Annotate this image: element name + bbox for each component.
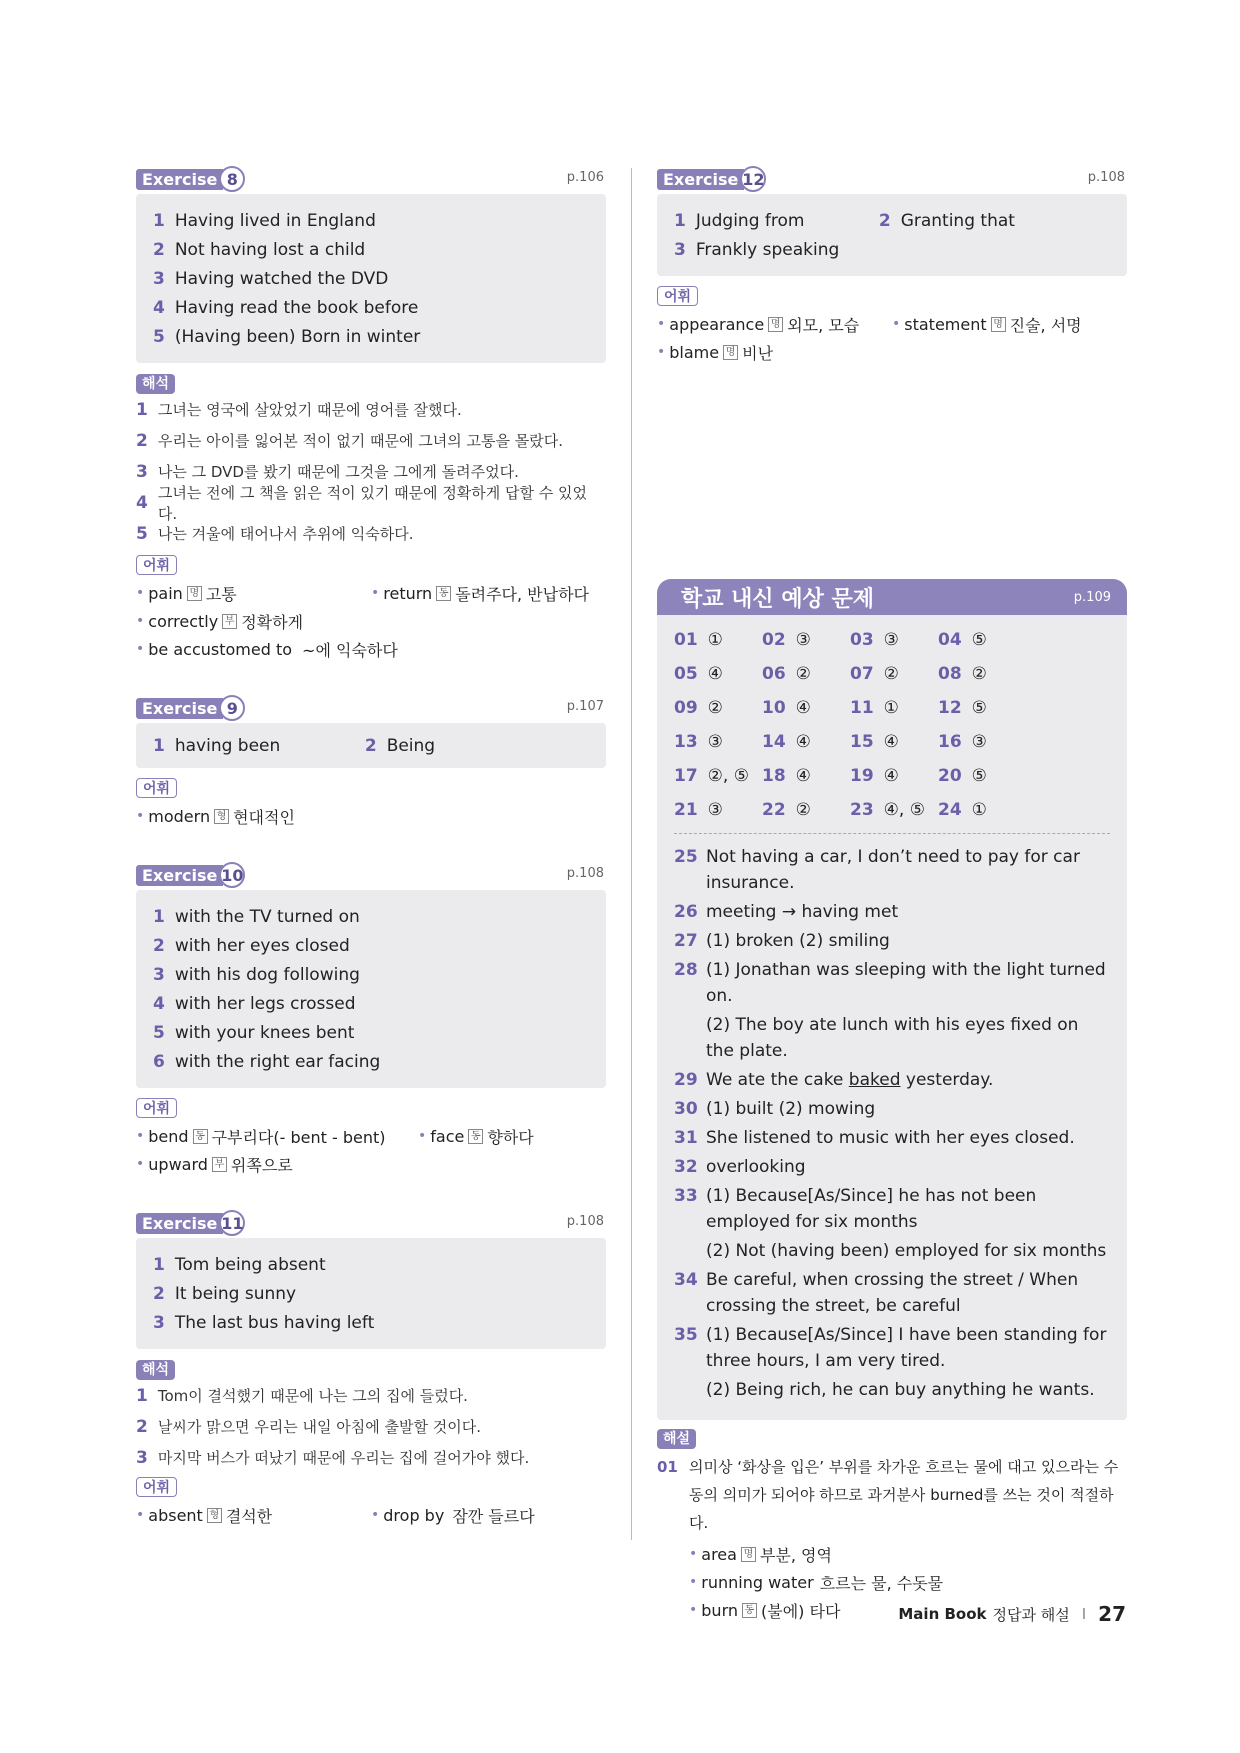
answer-text: with her eyes closed <box>174 935 350 956</box>
exercise-number: 10 <box>219 862 245 888</box>
answer-number: 1 <box>153 1254 165 1275</box>
translation-row <box>136 483 606 523</box>
question-number: 15 <box>850 732 874 752</box>
explanation-item <box>657 1453 1127 1537</box>
underlined-word: baked <box>848 1070 901 1090</box>
grid-answer <box>762 759 850 793</box>
exercise-8-vocab <box>136 579 606 663</box>
translation-text: 나는 그 DVD를 봤기 때문에 그것을 그에게 돌려주었다. <box>157 463 519 481</box>
answer-text: having been <box>174 735 281 756</box>
exercise-label: Exercise <box>657 169 744 190</box>
answer-number: 3 <box>674 239 686 260</box>
answer-row <box>153 1308 589 1337</box>
exercise-10-vocab <box>136 1122 606 1178</box>
title-part-b: 예상 문제 <box>781 586 875 612</box>
answer-choice: ① <box>971 800 987 820</box>
answer-choice: ③ <box>883 630 899 650</box>
answer-item: 35 (1) Because[As/Since] I have been standing for three hours, I am very tired. <box>674 1322 1110 1374</box>
vocab-word: modern <box>148 806 211 826</box>
school-exam-answers <box>657 615 1127 1420</box>
grid-answer <box>938 793 1026 827</box>
footer-book-title: Main Book <box>898 1605 987 1623</box>
grid-answer <box>938 759 1026 793</box>
grid-answer <box>674 691 762 725</box>
translation-text: 마지막 버스가 떠났기 때문에 우리는 집에 걸어가야 했다. <box>157 1449 530 1467</box>
right-column <box>657 168 1127 1624</box>
vocab-meaning: 현대적인 <box>233 807 295 827</box>
exercise-label: Exercise <box>136 698 223 719</box>
exercise-number: 11 <box>219 1210 245 1236</box>
answer-choice: ⑤ <box>971 766 987 786</box>
answer-row <box>153 1047 589 1076</box>
grid-answer <box>938 623 1026 657</box>
translation-tag: 해석 <box>136 1360 175 1380</box>
exercise-9-answers <box>136 723 606 768</box>
grid-answer <box>850 725 938 759</box>
vocab-word: burn <box>701 1600 738 1620</box>
school-exam-section <box>657 579 1127 1624</box>
question-number: 01 <box>674 630 698 650</box>
question-number: 09 <box>674 698 698 718</box>
footer-subtitle: 정답과 해설 <box>992 1605 1070 1624</box>
explanation-number: 01 <box>657 1458 678 1476</box>
answer-item: 30 (1) built (2) mowing <box>674 1096 1110 1122</box>
grid-answer <box>674 759 762 793</box>
answer-text: The last bus having left <box>174 1312 375 1333</box>
part-of-speech: 명 <box>741 1547 756 1562</box>
exercise-8-answers <box>136 194 606 363</box>
answer-row <box>153 902 589 931</box>
answer-row <box>674 206 1110 235</box>
answer-row <box>153 293 589 322</box>
vocab-meaning: (불에) 타다 <box>761 1601 841 1621</box>
exercise-8-header <box>136 168 606 194</box>
part-of-speech: 명 <box>187 586 202 601</box>
answer-row <box>153 1279 589 1308</box>
translation-number: 3 <box>136 461 148 482</box>
vocab-word: bend <box>148 1126 189 1146</box>
page-ref: p.108 <box>566 866 604 881</box>
page-ref: p.108 <box>1087 170 1125 185</box>
answer-choice: ③ <box>707 732 723 752</box>
answer-number: 5 <box>153 326 165 347</box>
translation-row <box>136 425 606 456</box>
question-number: 03 <box>850 630 874 650</box>
answer-item: 27 (1) broken (2) smiling <box>674 928 1110 954</box>
grid-answer <box>938 657 1026 691</box>
translation-row <box>136 1380 606 1411</box>
vocab-word: return <box>383 583 433 603</box>
grid-answer <box>850 657 938 691</box>
question-number: 21 <box>674 800 698 820</box>
vocab-tag: 어휘 <box>657 286 698 306</box>
answer-subtext: (2) Being rich, he can buy anything he wants. <box>706 1380 1095 1400</box>
answer-row <box>153 1018 589 1047</box>
question-number: 23 <box>850 800 874 820</box>
answer-number: 4 <box>153 297 165 318</box>
vocab-meaning: 잠깐 들르다 <box>452 1506 535 1526</box>
answer-text: with her legs crossed <box>174 993 356 1014</box>
answer-choice: ① <box>707 630 723 650</box>
translation-number: 1 <box>136 1385 148 1406</box>
page-ref: p.108 <box>566 1214 604 1229</box>
question-number: 14 <box>762 732 786 752</box>
answer-number: 1 <box>153 735 165 756</box>
vocab-item: • running water 흐르는 물, 수돗물 <box>689 1572 944 1593</box>
answer-choice: ② <box>795 664 811 684</box>
part-of-speech: 부 <box>222 614 237 629</box>
vocab-meaning: 비난 <box>742 343 774 363</box>
answer-row <box>153 931 589 960</box>
part-of-speech: 명 <box>768 317 783 332</box>
translation-text: 우리는 아이를 잃어본 적이 없기 때문에 그녀의 고통을 몰랐다. <box>157 432 564 450</box>
school-exam-banner <box>657 579 1127 615</box>
answer-text: with the TV turned on <box>174 906 360 927</box>
answer-text: Having read the book before <box>174 297 419 318</box>
answer-subtext: (2) Not (having been) employed for six months <box>706 1241 1107 1261</box>
translation-number: 3 <box>136 1447 148 1468</box>
answer-text: (Having been) Born in winter <box>174 326 421 347</box>
page-number: 27 <box>1098 1602 1126 1626</box>
answer-choice: ④, ⑤ <box>883 800 925 820</box>
answer-text: overlooking <box>706 1157 806 1177</box>
part-of-speech: 동 <box>193 1129 208 1144</box>
answer-choice: ⑤ <box>971 698 987 718</box>
answer-number: 4 <box>153 993 165 1014</box>
answer-choice: ② <box>795 800 811 820</box>
column-divider <box>631 168 632 1540</box>
answer-row <box>153 264 589 293</box>
question-number: 20 <box>938 766 962 786</box>
answer-number: 2 <box>153 1283 165 1304</box>
answer-number: 1 <box>674 210 686 231</box>
answer-row <box>153 731 589 760</box>
vocab-meaning: 위쪽으로 <box>230 1155 293 1175</box>
exercise-11-answers <box>136 1238 606 1349</box>
answer-text: yesterday. <box>900 1070 994 1090</box>
question-number: 08 <box>938 664 962 684</box>
answer-choice: ③ <box>971 732 987 752</box>
vocab-meaning: 향하다 <box>487 1127 534 1147</box>
translation-tag: 해석 <box>136 374 175 394</box>
answer-number: 3 <box>153 964 165 985</box>
translation-number: 2 <box>136 430 148 451</box>
answer-item: 26 meeting → having met <box>674 899 1110 925</box>
answer-number: 5 <box>153 1022 165 1043</box>
vocab-meaning: 정확하게 <box>241 612 304 632</box>
question-number: 05 <box>674 664 698 684</box>
question-number: 07 <box>850 664 874 684</box>
grid-answer <box>850 623 938 657</box>
answer-choice: ④ <box>883 732 899 752</box>
vocab-meaning: 흐르는 물, 수돗물 <box>819 1573 944 1593</box>
translation-number: 2 <box>136 1416 148 1437</box>
answer-text: with his dog following <box>174 964 360 985</box>
answer-choice: ③ <box>795 630 811 650</box>
answer-choice: ⑤ <box>971 630 987 650</box>
part-of-speech: 명 <box>723 345 738 360</box>
question-number: 16 <box>938 732 962 752</box>
part-of-speech: 동 <box>468 1129 483 1144</box>
page-ref: p.106 <box>566 170 604 185</box>
answer-number: 3 <box>153 268 165 289</box>
exercise-10-header <box>136 864 606 890</box>
vocab-word: appearance <box>669 314 765 334</box>
question-number: 10 <box>762 698 786 718</box>
answer-choice: ④ <box>795 732 811 752</box>
answer-item: 34 Be careful, when crossing the street / When crossing the street, be careful <box>674 1267 1110 1319</box>
answer-text: (1) built (2) mowing <box>706 1099 876 1119</box>
part-of-speech: 명 <box>991 317 1006 332</box>
vocab-item: • upward 부 위쪽으로 <box>136 1154 293 1175</box>
vocab-word: correctly <box>148 611 219 631</box>
vocab-item: • absent 형 결석한 <box>136 1505 273 1526</box>
answer-choice: ① <box>883 698 899 718</box>
grid-answer <box>762 691 850 725</box>
answer-choice: ④ <box>883 766 899 786</box>
vocab-item: • face 동 향하다 <box>418 1126 534 1147</box>
answer-item: 31 She listened to music with her eyes closed. <box>674 1125 1110 1151</box>
vocab-word: upward <box>148 1154 208 1174</box>
answer-row <box>153 960 589 989</box>
answer-number: 2 <box>878 210 891 231</box>
translation-number: 1 <box>136 399 148 420</box>
vocab-meaning: 부분, 영역 <box>759 1545 832 1565</box>
answer-text: She listened to music with her eyes closed. <box>706 1128 1075 1148</box>
part-of-speech: 동 <box>742 1603 757 1618</box>
vocab-meaning: 결석한 <box>225 1506 273 1526</box>
translation-text: Tom이 결석했기 때문에 나는 그의 집에 들렀다. <box>157 1387 468 1405</box>
explanation-text: 의미상 ‘화상을 입은’ 부위를 차가운 흐르는 물에 대고 있으라는 수동의 의미가 되어야 하므로 과거분사 burned를 쓰는 것이 적절하다. <box>689 1458 1119 1532</box>
vocab-word: be accustomed to <box>148 639 293 659</box>
page-ref: p.109 <box>1073 589 1111 605</box>
question-number: 19 <box>850 766 874 786</box>
answer-text: meeting → having met <box>706 902 899 922</box>
dashed-divider <box>674 833 1110 834</box>
answer-item: 33 (1) Because[As/Since] he has not been employed for six months <box>674 1183 1110 1235</box>
translation-number: 5 <box>136 523 148 544</box>
part-of-speech: 형 <box>214 809 229 824</box>
answer-text: Judging from <box>695 210 805 231</box>
grid-answer <box>674 623 762 657</box>
grid-answer <box>938 725 1026 759</box>
answer-choice: ② <box>707 698 723 718</box>
question-number: 04 <box>938 630 962 650</box>
vocab-tag: 어휘 <box>136 1098 177 1118</box>
vocab-item: • area 명 부분, 영역 <box>689 1544 832 1565</box>
vocab-item: • modern 형 현대적인 <box>136 806 295 827</box>
answer-text: It being sunny <box>174 1283 297 1304</box>
exercise-number: 9 <box>219 695 245 721</box>
vocab-item: • appearance 명 외모, 모습 <box>657 314 860 335</box>
answer-number: 6 <box>153 1051 165 1072</box>
exercise-11-vocab <box>136 1501 606 1529</box>
exercise-12-answers <box>657 194 1127 276</box>
school-exam-title <box>681 582 874 613</box>
translation-row <box>136 1411 606 1442</box>
vocab-meaning: 고통 <box>205 584 237 604</box>
answer-choice: ④ <box>795 698 811 718</box>
answer-text: Being <box>386 735 436 756</box>
vocab-tag: 어휘 <box>136 778 177 798</box>
answer-text: Tom being absent <box>174 1254 326 1275</box>
answer-number: 2 <box>153 935 165 956</box>
translation-row <box>136 1442 606 1473</box>
question-number: 12 <box>938 698 962 718</box>
answer-item: 29 We ate the cake baked yesterday. <box>674 1070 994 1090</box>
vocab-item: • correctly 부 정확하게 <box>136 611 304 632</box>
grid-answer <box>762 793 850 827</box>
part-of-speech: 부 <box>212 1157 227 1172</box>
vocab-word: statement <box>904 314 987 334</box>
page-footer <box>898 1602 1126 1626</box>
grid-answer <box>850 759 938 793</box>
answer-row <box>153 206 589 235</box>
vocab-word: area <box>701 1544 737 1564</box>
grid-answer <box>674 725 762 759</box>
exercise-label: Exercise <box>136 169 223 190</box>
vocab-meaning: 돌려주다, 반납하다 <box>455 584 590 604</box>
answer-text: Having watched the DVD <box>174 268 389 289</box>
answer-item: 25 Not having a car, I don’t need to pay for car insurance. <box>674 844 1110 896</box>
answer-text: Not having a car, I don’t need to pay for car insurance. <box>706 847 1080 893</box>
vocab-word: drop by <box>383 1505 445 1525</box>
grid-answer <box>850 691 938 725</box>
grid-answer <box>674 793 762 827</box>
exercise-label: Exercise <box>136 865 223 886</box>
translation-text: 그녀는 전에 그 책을 읽은 적이 있기 때문에 정확하게 답할 수 있었다. <box>157 483 588 523</box>
answer-choice: ② <box>883 664 899 684</box>
grid-answer <box>762 623 850 657</box>
vocab-item: • return 동 돌려주다, 반납하다 <box>371 583 590 604</box>
question-number: 22 <box>762 800 786 820</box>
answer-row <box>153 322 589 351</box>
translation-text: 날씨가 맑으면 우리는 내일 아침에 출발할 것이다. <box>157 1418 482 1436</box>
vocab-word: absent <box>148 1505 203 1525</box>
exercise-11-header <box>136 1212 606 1238</box>
vocab-item: • drop by 잠깐 들르다 <box>371 1505 535 1526</box>
translation-number: 4 <box>136 492 148 513</box>
exercise-11-translation <box>136 1380 606 1473</box>
answer-item: 28 (1) Jonathan was sleeping with the light turned on. <box>674 957 1110 1009</box>
answer-text: with your knees bent <box>174 1022 355 1043</box>
answer-number: 1 <box>153 210 165 231</box>
vocab-meaning: ~에 익숙하다 <box>302 640 398 660</box>
question-number: 11 <box>850 698 874 718</box>
answer-text: Having lived in England <box>174 210 376 231</box>
vocab-meaning: 외모, 모습 <box>787 315 860 335</box>
answer-number: 1 <box>153 906 165 927</box>
answer-text: with the right ear facing <box>174 1051 381 1072</box>
exercise-number: 8 <box>219 166 245 192</box>
answer-number: 3 <box>153 1312 165 1333</box>
vocab-word: running water <box>701 1572 814 1592</box>
left-column <box>136 168 606 1529</box>
page-ref: p.107 <box>566 699 604 714</box>
footer-separator: I <box>1081 1605 1087 1623</box>
vocab-meaning: 진술, 서명 <box>1009 315 1082 335</box>
grid-answer <box>850 793 938 827</box>
question-number: 02 <box>762 630 786 650</box>
part-of-speech: 동 <box>436 586 451 601</box>
translation-row <box>136 394 606 425</box>
answer-text: (1) Because[As/Since] he has not been employed for six months <box>706 1186 1037 1232</box>
explanation-tag: 해설 <box>657 1429 696 1449</box>
answer-text: (1) Because[As/Since] I have been standing for three hours, I am very tired. <box>706 1325 1107 1371</box>
answer-text: (1) broken (2) smiling <box>706 931 890 951</box>
exercise-label: Exercise <box>136 1213 223 1234</box>
answer-row <box>153 235 589 264</box>
exercise-9-header <box>136 697 606 723</box>
answer-choice: ④ <box>707 664 723 684</box>
question-number: 24 <box>938 800 962 820</box>
answer-choice: ②, ⑤ <box>707 766 749 786</box>
answer-text: Granting that <box>900 210 1015 231</box>
answer-grid <box>674 623 1110 827</box>
answer-text: Be careful, when crossing the street / When crossing the street, be careful <box>706 1270 1079 1316</box>
exercise-number: 12 <box>740 166 766 192</box>
vocab-tag: 어휘 <box>136 555 177 575</box>
translation-text: 그녀는 영국에 살았었기 때문에 영어를 잘했다. <box>157 401 462 419</box>
answer-choice: ② <box>971 664 987 684</box>
vocab-item: • burn 동 (불에) 타다 <box>689 1600 841 1621</box>
question-number: 13 <box>674 732 698 752</box>
exercise-10-answers <box>136 890 606 1088</box>
vocab-word: pain <box>148 583 183 603</box>
part-of-speech: 형 <box>207 1508 222 1523</box>
exercise-9-vocab <box>136 802 606 830</box>
translation-text: 나는 겨울에 태어나서 추위에 익숙하다. <box>157 525 414 543</box>
answer-row <box>153 989 589 1018</box>
answer-text: We ate the cake <box>706 1070 849 1090</box>
grid-answer <box>762 657 850 691</box>
vocab-word: face <box>430 1126 465 1146</box>
grid-answer <box>762 725 850 759</box>
answer-text: Frankly speaking <box>695 239 840 260</box>
answer-number: 2 <box>364 735 377 756</box>
answer-number: 2 <box>153 239 165 260</box>
vocab-tag: 어휘 <box>136 1477 177 1497</box>
answer-subtext: (2) The boy ate lunch with his eyes fixed on the plate. <box>706 1015 1079 1061</box>
answer-row <box>153 1250 589 1279</box>
grid-answer <box>674 657 762 691</box>
exercise-8-translation <box>136 394 606 549</box>
answer-choice: ③ <box>707 800 723 820</box>
question-number: 06 <box>762 664 786 684</box>
vocab-item: • bend 동 구부리다(- bent - bent) <box>136 1126 386 1147</box>
question-number: 17 <box>674 766 698 786</box>
answer-row <box>674 235 1110 264</box>
exercise-12-header <box>657 168 1127 194</box>
exercise-12-vocab <box>657 310 1127 366</box>
vocab-item: • statement 명 진술, 서명 <box>892 314 1082 335</box>
vocab-item: • pain 명 고통 <box>136 583 237 604</box>
answer-text: Not having lost a child <box>174 239 366 260</box>
vocab-meaning: 구부리다(- bent - bent) <box>211 1127 386 1147</box>
answer-text: (1) Jonathan was sleeping with the light turned on. <box>706 960 1106 1006</box>
answer-choice: ④ <box>795 766 811 786</box>
question-number: 18 <box>762 766 786 786</box>
grid-answer <box>938 691 1026 725</box>
vocab-item: • blame 명 비난 <box>657 342 774 363</box>
answer-item: 32 overlooking <box>674 1154 1110 1180</box>
vocab-word: blame <box>669 342 720 362</box>
title-part-a: 학교 내신 <box>681 586 774 612</box>
vocab-item: • be accustomed to ~에 익숙하다 <box>136 639 398 660</box>
